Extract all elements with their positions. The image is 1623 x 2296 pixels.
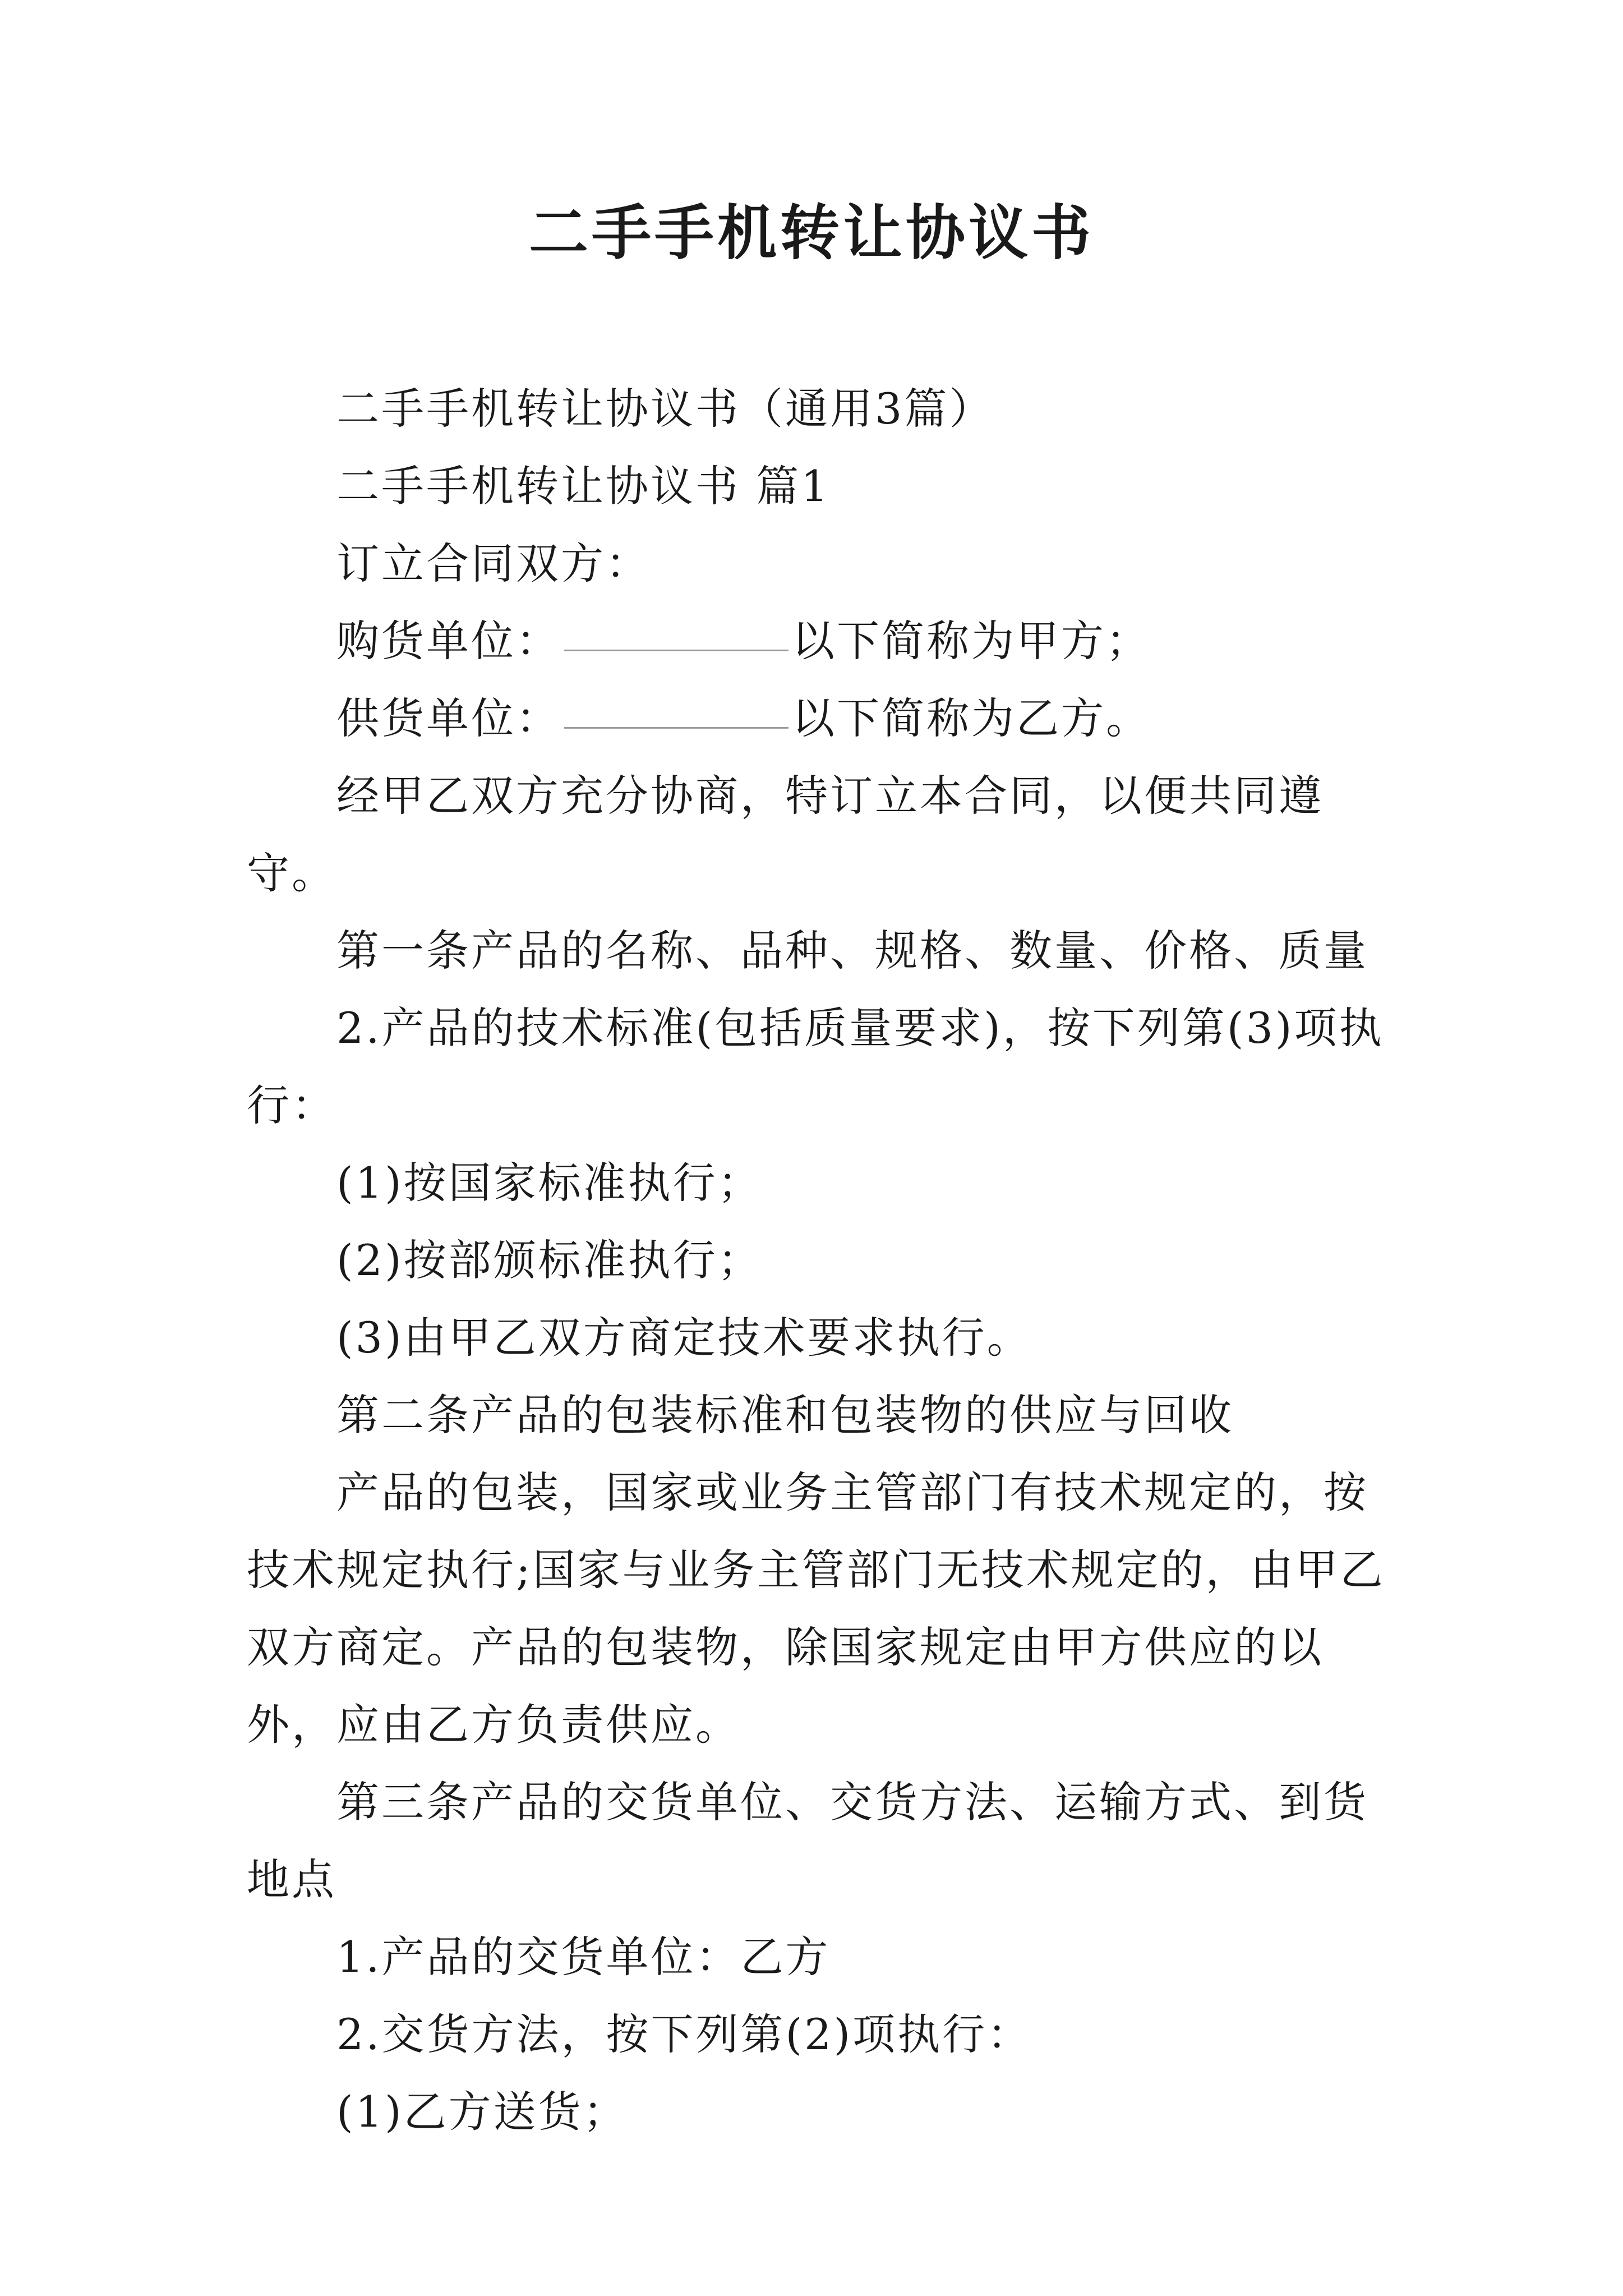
supplier-line [247, 680, 1391, 757]
article2-heading: 第二条产品的包装标准和包装物的供应与回收 [336, 1390, 1234, 1440]
document-body [247, 370, 1391, 2151]
article3-option1: (1)乙方送货； [336, 2087, 628, 2137]
supplier-label: 供货单位： [336, 693, 561, 743]
supplier-suffix: 以下简称为乙方。 [792, 693, 1151, 743]
article3-item1: 1.产品的交货单位：乙方 [336, 1932, 831, 1982]
supplier-blank-field [564, 726, 789, 729]
document-title: 二手手机转让协议书 [529, 197, 1094, 268]
article1-option1: (1)按国家标准执行； [336, 1158, 763, 1208]
heading-general: 二手手机转让协议书（通用3篇） [336, 384, 994, 434]
heading-part1: 二手手机转让协议书 篇1 [336, 461, 831, 511]
article2-body: 产品的包装，国家或业务主管部门有技术规定的，按技术规定执行;国家与业务主管部门无技术规定的，由甲乙双方商定。产品的包装物，除国家规定由甲方供应的以外，应由乙方负责供应。 [247, 1467, 1385, 1750]
article1-heading: 第一条产品的名称、品种、规格、数量、价格、质量 [336, 926, 1368, 976]
buyer-blank-field [564, 649, 789, 651]
article3-item2: 2.交货方法，按下列第(2)项执行： [336, 2009, 1032, 2059]
parties-intro: 订立合同双方： [336, 539, 651, 588]
buyer-suffix: 以下简称为甲方； [792, 616, 1151, 666]
article1-option2: (2)按部颁标准执行； [336, 1235, 763, 1285]
agreement-intro: 经甲乙双方充分协商，特订立本合同，以便共同遵守。 [247, 771, 1324, 898]
buyer-label: 购货单位： [336, 616, 561, 666]
article3-heading: 第三条产品的交货单位、交货方法、运输方式、到货地点 [247, 1777, 1368, 1904]
article1-item2: 2.产品的技术标准(包括质量要求)，按下列第(3)项执行： [247, 1003, 1384, 1130]
buyer-line [247, 602, 1391, 680]
article1-option3: (3)由甲乙双方商定技术要求执行。 [336, 1313, 1032, 1363]
